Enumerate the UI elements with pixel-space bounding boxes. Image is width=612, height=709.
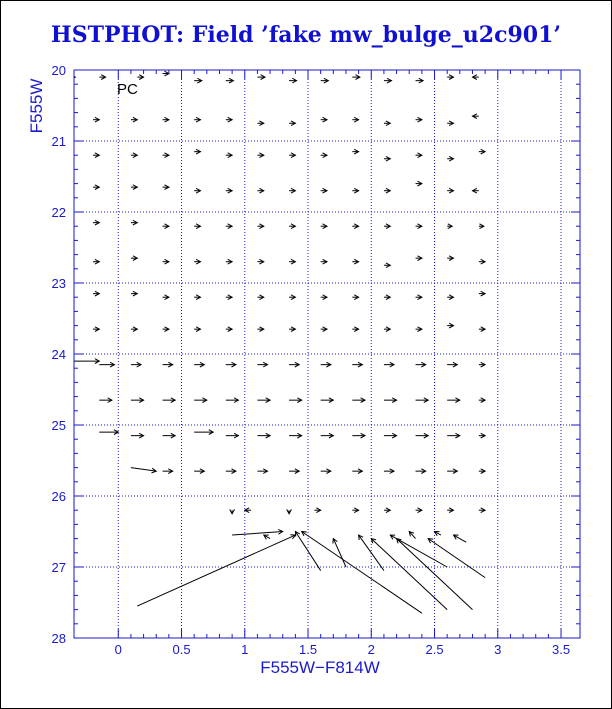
vector-arrow — [257, 188, 263, 193]
vector-arrow — [230, 509, 235, 513]
vector-arrow — [131, 117, 137, 122]
vector-arrow — [163, 433, 176, 438]
vector-arrow — [289, 362, 299, 367]
vector-arrow — [321, 433, 334, 438]
vector-arrow — [479, 291, 485, 296]
y-tick-label: 23 — [51, 276, 66, 291]
vector-arrow — [194, 327, 200, 332]
vector-arrow — [384, 224, 390, 229]
vector-arrow — [435, 532, 441, 536]
x-tick-label: 3.5 — [551, 642, 571, 657]
vector-arrow — [472, 188, 478, 193]
vector-arrow — [99, 430, 118, 435]
vector-arrow — [321, 224, 327, 229]
vector-arrow — [257, 153, 263, 158]
vector-arrow — [479, 259, 485, 264]
vector-arrow — [289, 295, 295, 300]
vector-arrow — [416, 398, 429, 403]
vector-arrow — [289, 188, 295, 193]
vector-arrow — [257, 362, 267, 367]
vector-arrow — [321, 295, 327, 300]
vector-arrow — [416, 295, 422, 300]
vector-arrow — [131, 468, 156, 473]
vector-arrow — [99, 398, 112, 403]
vector-arrow — [352, 259, 358, 264]
vector-arrow — [131, 153, 137, 158]
vector-arrow — [384, 398, 397, 403]
x-tick-label: 0.5 — [172, 642, 191, 657]
vector-arrow — [352, 188, 358, 193]
vector-arrow — [447, 323, 453, 328]
vector-arrow — [257, 433, 270, 438]
vector-arrow — [74, 359, 99, 364]
vector-arrow — [352, 149, 358, 154]
arrow-shaft — [390, 535, 447, 567]
pc-annotation: PC — [117, 81, 138, 98]
vector-arrow — [416, 224, 422, 229]
vector-arrow — [321, 188, 327, 193]
vector-arrow — [384, 362, 394, 367]
vector-arrow — [289, 153, 295, 158]
arrow-shaft — [428, 539, 485, 578]
arrow-head — [70, 256, 74, 261]
y-tick-label: 21 — [51, 134, 66, 149]
vector-arrow — [257, 259, 263, 264]
vector-arrow — [163, 295, 169, 300]
vector-arrow — [93, 185, 99, 190]
vector-arrow — [226, 117, 232, 122]
vector-arrow — [287, 509, 292, 513]
vector-arrow — [321, 327, 327, 332]
vector-arrow — [232, 529, 283, 535]
vector-arrow — [289, 259, 295, 264]
vector-arrow — [472, 75, 478, 80]
vector-arrow — [289, 398, 302, 403]
vector-arrow — [371, 539, 447, 610]
vector-arrow — [321, 398, 334, 403]
vector-arrow — [321, 78, 329, 83]
vector-arrow — [409, 532, 415, 539]
x-tick-label: 1 — [241, 642, 249, 657]
vector-arrow — [352, 398, 365, 403]
y-tick-label: 24 — [51, 347, 66, 362]
vector-arrow — [163, 117, 169, 122]
vector-arrow — [68, 295, 74, 300]
vector-arrow — [194, 117, 200, 122]
vector-arrow — [137, 535, 295, 606]
vector-arrow — [226, 327, 232, 332]
vector-arrow — [447, 433, 460, 438]
vector-arrow — [289, 121, 295, 126]
vector-arrow — [352, 469, 362, 474]
vector-arrow — [416, 117, 422, 122]
vector-arrow — [289, 469, 299, 474]
y-tick-label: 28 — [51, 631, 66, 646]
vector-arrow — [289, 78, 297, 83]
vector-arrow — [352, 75, 360, 80]
vector-arrow — [416, 327, 422, 332]
vector-arrows — [68, 71, 485, 613]
vector-arrow — [257, 75, 265, 80]
vector-arrow — [302, 532, 422, 614]
vector-arrow — [163, 185, 169, 190]
vector-arrow — [447, 224, 452, 229]
vector-arrow — [93, 291, 99, 296]
vector-arrow — [68, 220, 74, 225]
vector-arrow — [321, 153, 327, 158]
vector-arrow — [454, 535, 467, 542]
vector-arrow — [384, 78, 392, 83]
vector-arrow — [447, 469, 457, 474]
vector-arrow — [352, 327, 358, 332]
vector-arrow — [321, 259, 327, 264]
vector-arrow — [321, 362, 331, 367]
vector-arrow — [163, 398, 176, 403]
arrow-head — [70, 220, 74, 225]
vector-arrow — [416, 433, 429, 438]
vector-arrow — [93, 153, 99, 158]
vector-arrow — [93, 117, 99, 122]
vector-arrow — [289, 224, 295, 229]
tick-labels — [52, 63, 571, 657]
vector-arrow — [428, 539, 485, 578]
x-tick-label: 1.5 — [298, 642, 318, 657]
vector-arrow — [226, 224, 232, 229]
vector-arrow — [194, 430, 213, 435]
vector-arrow — [447, 75, 453, 80]
x-axis-label: F555W−F814W — [260, 658, 380, 677]
vector-arrow — [163, 469, 173, 474]
arrow-head — [70, 295, 74, 300]
vector-arrow — [163, 327, 169, 332]
vector-arrow — [416, 153, 422, 158]
vector-arrow — [447, 295, 453, 300]
vector-arrow — [289, 327, 295, 332]
vector-arrow — [447, 362, 457, 367]
vector-arrow — [194, 224, 200, 229]
vector-arrow — [479, 508, 485, 513]
vector-arrow — [416, 362, 426, 367]
vector-arrow — [93, 220, 99, 225]
vector-arrow — [226, 433, 239, 438]
arrow-shaft — [295, 532, 320, 571]
chart-title: HSTPHOT: Field ’fake mw_bulge_u2c901’ — [50, 22, 562, 48]
vector-arrow — [447, 121, 453, 126]
vector-arrow — [416, 78, 424, 83]
vector-arrow — [257, 295, 263, 300]
vector-arrow — [384, 121, 390, 126]
vector-arrow — [384, 433, 397, 438]
vector-arrow — [131, 362, 141, 367]
vector-arrow — [226, 469, 236, 474]
vector-arrow — [257, 398, 270, 403]
vector-arrow — [416, 181, 422, 186]
vector-arrow — [352, 508, 358, 513]
vector-arrow — [226, 78, 234, 83]
vector-arrow — [384, 327, 390, 332]
x-tick-label: 2 — [367, 642, 375, 657]
arrow-shaft — [302, 532, 422, 614]
x-tick-label: 3 — [494, 642, 502, 657]
vector-arrow — [163, 153, 169, 158]
vector-arrow — [352, 224, 358, 229]
vector-arrow — [68, 256, 74, 261]
vector-arrow — [352, 433, 365, 438]
vector-arrow — [194, 295, 200, 300]
vector-arrow — [352, 362, 362, 367]
vector-arrow — [384, 508, 390, 513]
x-tick-label: 2.5 — [425, 642, 444, 657]
vector-arrow — [479, 433, 485, 438]
vector-arrow — [194, 188, 200, 193]
vector-arrow — [479, 469, 485, 474]
vector-arrow — [352, 295, 358, 300]
vector-arrow — [226, 188, 232, 193]
vector-arrow — [226, 259, 232, 264]
arrow-shaft — [137, 535, 295, 606]
vector-arrow — [447, 188, 453, 193]
vector-arrow — [257, 224, 263, 229]
vector-arrow — [99, 362, 114, 367]
vector-arrow — [131, 398, 144, 403]
arrow-shaft — [371, 539, 447, 610]
vector-arrow — [384, 469, 394, 474]
vector-arrow — [479, 327, 485, 332]
vector-arrow — [226, 295, 232, 300]
vector-arrow — [384, 295, 390, 300]
arrow-head — [71, 75, 75, 80]
vector-arrow — [226, 398, 239, 403]
vector-arrow — [194, 259, 200, 264]
vector-arrow — [257, 469, 267, 474]
vector-arrow — [447, 398, 460, 403]
y-tick-label: 22 — [51, 205, 66, 220]
vector-arrow — [226, 153, 232, 158]
vector-arrow — [137, 75, 143, 80]
vector-arrow — [416, 469, 426, 474]
vector-arrow — [321, 469, 331, 474]
vector-arrow — [314, 508, 320, 513]
vector-arrow — [245, 508, 251, 513]
vector-arrow — [99, 75, 105, 80]
vector-arrow — [321, 117, 327, 122]
vector-arrow — [131, 433, 144, 438]
vector-arrow — [257, 327, 263, 332]
y-tick-label: 25 — [51, 418, 66, 433]
vector-arrow — [479, 149, 485, 154]
vector-arrow — [447, 256, 453, 261]
vector-arrow — [194, 398, 207, 403]
vector-arrow — [93, 327, 99, 332]
vector-arrow — [68, 185, 74, 190]
vector-arrow — [194, 362, 204, 367]
vector-arrow — [333, 539, 346, 567]
vector-arrow — [131, 220, 137, 225]
vector-arrow — [447, 156, 453, 161]
y-tick-label: 27 — [51, 560, 66, 575]
vector-arrow — [131, 327, 137, 332]
vector-arrow — [93, 259, 99, 264]
vector-arrow — [264, 535, 270, 539]
vector-arrow — [163, 362, 173, 367]
vector-arrow — [289, 433, 302, 438]
y-tick-label: 20 — [51, 63, 66, 78]
vector-arrow — [384, 263, 390, 268]
vector-arrow — [163, 71, 169, 76]
y-axis-label: F555W — [27, 78, 46, 134]
vector-arrow — [163, 259, 169, 264]
vector-arrow — [131, 185, 137, 190]
vector-arrow — [131, 256, 137, 261]
vector-arrow — [416, 508, 422, 513]
vector-arrow — [472, 114, 478, 119]
vector-arrow — [384, 156, 390, 161]
vector-arrow — [194, 78, 202, 83]
vector-arrow — [479, 224, 484, 229]
vector-arrow — [226, 362, 236, 367]
vector-arrow — [194, 149, 200, 154]
arrow-shaft — [232, 532, 283, 536]
vector-arrow — [257, 121, 263, 126]
vector-arrow — [295, 532, 320, 571]
vector-arrow — [194, 469, 204, 474]
vector-arrow — [163, 224, 169, 229]
vector-arrow — [479, 362, 485, 367]
vector-arrow — [447, 508, 453, 513]
arrow-shaft — [333, 539, 346, 567]
y-tick-label: 26 — [51, 489, 66, 504]
vector-arrow — [384, 188, 390, 193]
vector-arrow — [131, 291, 137, 296]
arrow-head — [70, 185, 74, 190]
x-tick-label: 0 — [114, 642, 122, 657]
vector-arrow — [352, 117, 358, 122]
vector-arrow — [479, 398, 485, 403]
vector-arrow — [416, 256, 422, 261]
vector-arrow — [390, 535, 447, 567]
